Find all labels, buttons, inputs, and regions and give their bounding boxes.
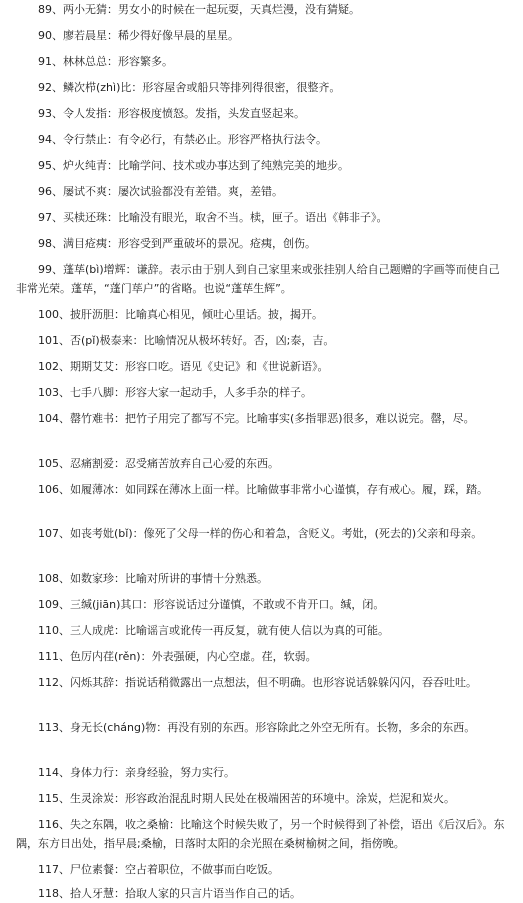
entry-text: 101、否(pǐ)极泰来：比喻情况从极坏转好。否，凶;泰，吉。 xyxy=(38,334,335,347)
entry-108 xyxy=(0,569,505,588)
entry-92 xyxy=(0,78,505,97)
entry-100 xyxy=(0,305,505,324)
entry-text: 99、蓬荜(bì)增辉：谦辞。表示由于别人到自己家里来或张挂别人给自己题赠的字画等而使自己非常光荣。蓬荜，“蓬门荜户”的省略。也说“蓬荜生辉”。 xyxy=(16,263,500,295)
entry-text: 108、如数家珍：比喻对所讲的事情十分熟悉。 xyxy=(38,572,268,585)
entry-118 xyxy=(0,884,505,903)
entry-90 xyxy=(0,26,505,45)
entry-105 xyxy=(0,454,505,473)
entry-text: 117、尸位素餐：空占着职位，不做事而白吃饭。 xyxy=(38,863,279,876)
entry-text: 96、屡试不爽：屡次试验都没有差错。爽，差错。 xyxy=(38,185,283,198)
entry-text: 93、令人发指：形容极度愤怒。发指，头发直竖起来。 xyxy=(38,107,305,120)
entry-102 xyxy=(0,357,505,376)
entry-text: 109、三缄(jiān)其口：形容说话过分谨慎，不敢或不肯开口。缄，闭。 xyxy=(38,598,385,611)
entry-text: 105、忍痛割爱：忍受痛苦放弃自己心爱的东西。 xyxy=(38,457,279,470)
entry-101 xyxy=(0,331,505,350)
entry-111 xyxy=(0,647,505,666)
entry-116 xyxy=(0,815,505,853)
entry-99 xyxy=(0,260,505,298)
entry-91 xyxy=(0,52,505,71)
entry-text: 94、令行禁止：有令必行，有禁必止。形容严格执行法令。 xyxy=(38,133,327,146)
entry-text: 90、廖若晨星：稀少得好像早晨的星星。 xyxy=(38,29,239,42)
entry-text: 118、拾人牙慧：拾取人家的只言片语当作自己的话。 xyxy=(38,887,301,900)
entry-text: 91、林林总总：形容繁多。 xyxy=(38,55,173,68)
entry-107 xyxy=(0,524,505,543)
entry-109 xyxy=(0,595,505,614)
entry-text: 106、如履薄冰：如同踩在薄冰上面一样。比喻做事非常小心谨慎，存有戒心。履，踩，踏。 xyxy=(38,483,488,496)
entry-104 xyxy=(0,409,505,428)
entry-text: 110、三人成虎：比喻谣言或讹传一再反复，就有使人信以为真的可能。 xyxy=(38,624,389,637)
entry-112 xyxy=(0,673,505,692)
entry-103 xyxy=(0,383,505,402)
entry-text: 112、闪烁其辞：指说话稍微露出一点想法，但不明确。也形容说话躲躲闪闪，吞吞吐吐。 xyxy=(38,676,477,689)
entry-110 xyxy=(0,621,505,640)
entry-text: 97、买椟还珠：比喻没有眼光，取舍不当。椟，匣子。语出《韩非子》。 xyxy=(38,211,388,224)
entry-text: 102、期期艾艾：形容口吃。语见《史记》和《世说新语》。 xyxy=(38,360,329,373)
entry-106 xyxy=(0,480,505,499)
entry-text: 107、如丧考妣(bǐ)：像死了父母一样的伤心和着急，含贬义。考妣，(死去的)父亲和母亲。 xyxy=(38,527,483,540)
entry-text: 89、两小无猜：男女小的时候在一起玩耍，天真烂漫，没有猜疑。 xyxy=(38,3,360,16)
entry-text: 103、七手八脚：形容大家一起动手，人多手杂的样子。 xyxy=(38,386,312,399)
entry-text: 95、炉火纯青：比喻学问、技术或办事达到了纯熟完美的地步。 xyxy=(38,159,349,172)
entry-94 xyxy=(0,130,505,149)
entry-text: 111、色厉内荏(rěn)：外表强硬，内心空虚。荏，软弱。 xyxy=(38,650,317,663)
entry-93 xyxy=(0,104,505,123)
entry-text: 113、身无长(cháng)物：再没有别的东西。形容除此之外空无所有。长物，多余的东西。 xyxy=(38,721,476,734)
entry-95 xyxy=(0,156,505,175)
entry-96 xyxy=(0,182,505,201)
entry-113 xyxy=(0,718,505,737)
entry-text: 116、失之东隅，收之桑榆：比喻这个时候失败了，另一个时候得到了补偿，语出《后汉后》。东隅，东方日出处，指早晨;桑榆，日落时太阳的余光照在桑树榆树之间，指傍晚。 xyxy=(16,818,505,850)
entry-text: 98、满目疮痍：形容受到严重破坏的景况。疮痍，创伤。 xyxy=(38,237,316,250)
entry-text: 114、身体力行：亲身经验，努力实行。 xyxy=(38,766,235,779)
entry-115 xyxy=(0,789,505,808)
entry-text: 104、罄竹难书：把竹子用完了都写不完。比喻事实(多指罪恶)很多，难以说完。罄，尽。 xyxy=(38,412,475,425)
entry-text: 100、披肝沥胆：比喻真心相见，倾吐心里话。披，揭开。 xyxy=(38,308,323,321)
entry-89 xyxy=(0,0,505,19)
entry-97 xyxy=(0,208,505,227)
entry-117 xyxy=(0,860,505,879)
entry-114 xyxy=(0,763,505,782)
entry-98 xyxy=(0,234,505,253)
entry-text: 92、鳞次栉(zhì)比：形容屋舍或船只等排列得很密，很整齐。 xyxy=(38,81,341,94)
entry-text: 115、生灵涂炭：形容政治混乱时期人民处在极端困苦的环境中。涂炭，烂泥和炭火。 xyxy=(38,792,455,805)
